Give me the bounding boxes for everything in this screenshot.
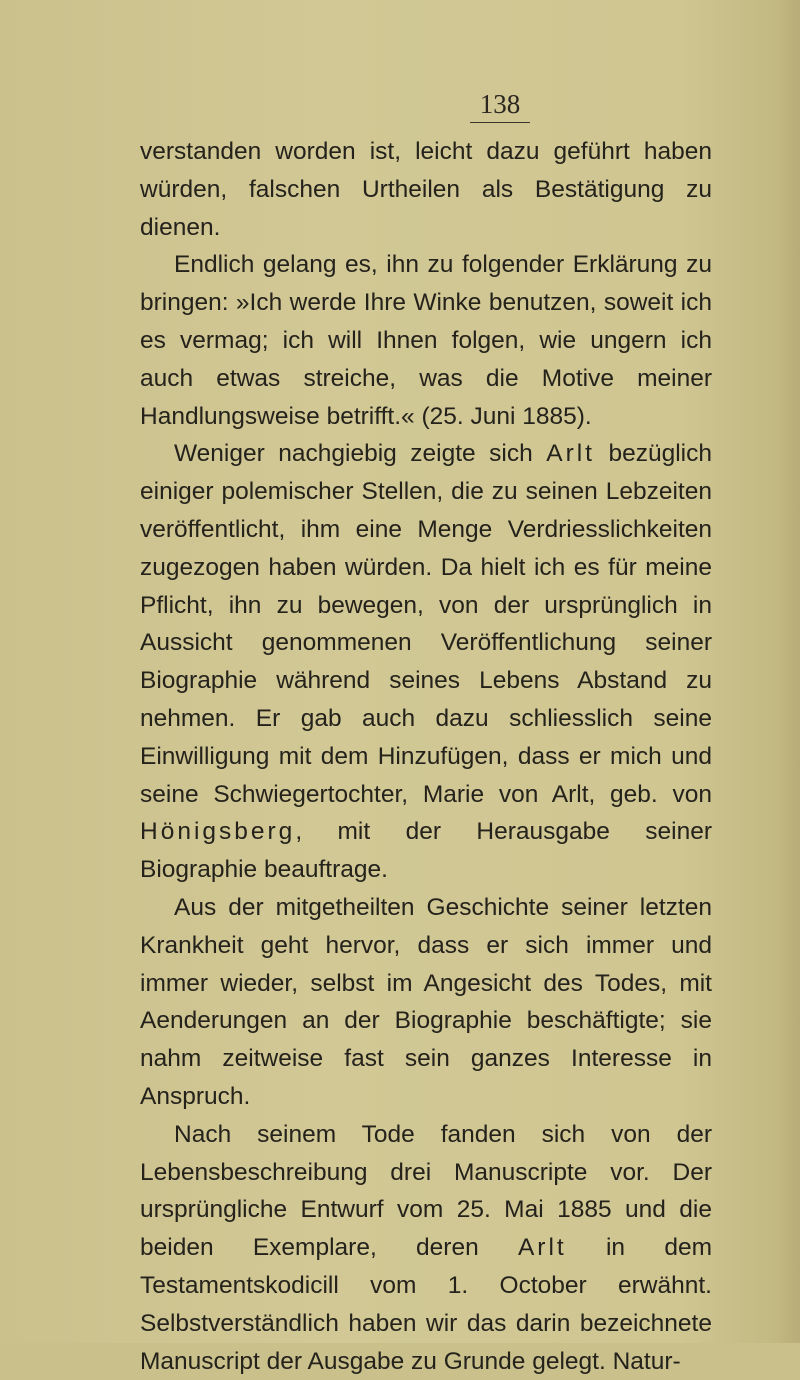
page-number: 138 [470, 90, 530, 123]
paragraph-1 [140, 133, 712, 246]
paragraph-text: Nach seinem Tode fanden sich von der Lebensbeschreibung drei Manuscripte vor. Der ursprüngliche Entwurf vom 25. Mai 1885 und die beiden Exemplare, deren [140, 1120, 712, 1262]
paragraph-text: , mit der Herausgabe seiner Biographie beauftrage. [140, 818, 712, 884]
paragraph-5 [140, 1116, 712, 1380]
paragraph-3 [140, 435, 712, 889]
paragraph-2 [140, 246, 712, 435]
page-body [140, 133, 712, 1380]
name-arlt: Arlt [546, 440, 595, 468]
name-arlt: Arlt [517, 1234, 567, 1262]
paragraph-text: verstanden worden ist, leicht dazu geführt haben würden, falschen Urtheilen als Bestätigung zu dienen. [140, 138, 712, 241]
paragraph-text: in dem Testamentskodicill vom 1. October erwähnt. Selbstverständlich haben wir das darin bezeichnete Manuscript der Ausgabe zu Grunde gelegt. Natur- [140, 1234, 712, 1375]
paragraph-text: bezüglich einiger polemischer Stellen, die zu seinen Lebzeiten veröffentlicht, ihm eine Menge Verdriesslichkeiten zugezogen haben würden. Da hielt ich es für meine Pflicht, ihn zu bewegen, von der ursprünglich in Aussicht genommenen Veröffentlichung seiner Biographie während seines Lebens Abstand zu nehmen. Er gab auch dazu schliesslich seine Einwilligung mit dem Hinzufügen, dass er mich und seine Schwiegertochter, Marie von Arlt, geb. von [140, 440, 712, 808]
paragraph-text: Endlich gelang es, ihn zu folgender Erklärung zu bringen: »Ich werde Ihre Winke benutzen, soweit ich es vermag; ich will Ihnen folgen, wie ungern ich auch etwas streiche, was die Motive meiner Handlungsweise betrifft.« (25. Juni 1885). [140, 251, 712, 430]
paragraph-text: Weniger nachgiebig zeigte sich [174, 440, 547, 468]
name-hoenigsberg: Hönigsberg [140, 818, 296, 846]
paragraph-4 [140, 889, 712, 1116]
paragraph-text: Aus der mitgetheilten Geschichte seiner letzten Krankheit geht hervor, dass er sich immer und immer wieder, selbst im Angesicht des Todes, mit Aenderungen an der Biographie beschäftigte; sie nahm zeitweise fast sein ganzes Interesse in Anspruch. [140, 893, 712, 1110]
